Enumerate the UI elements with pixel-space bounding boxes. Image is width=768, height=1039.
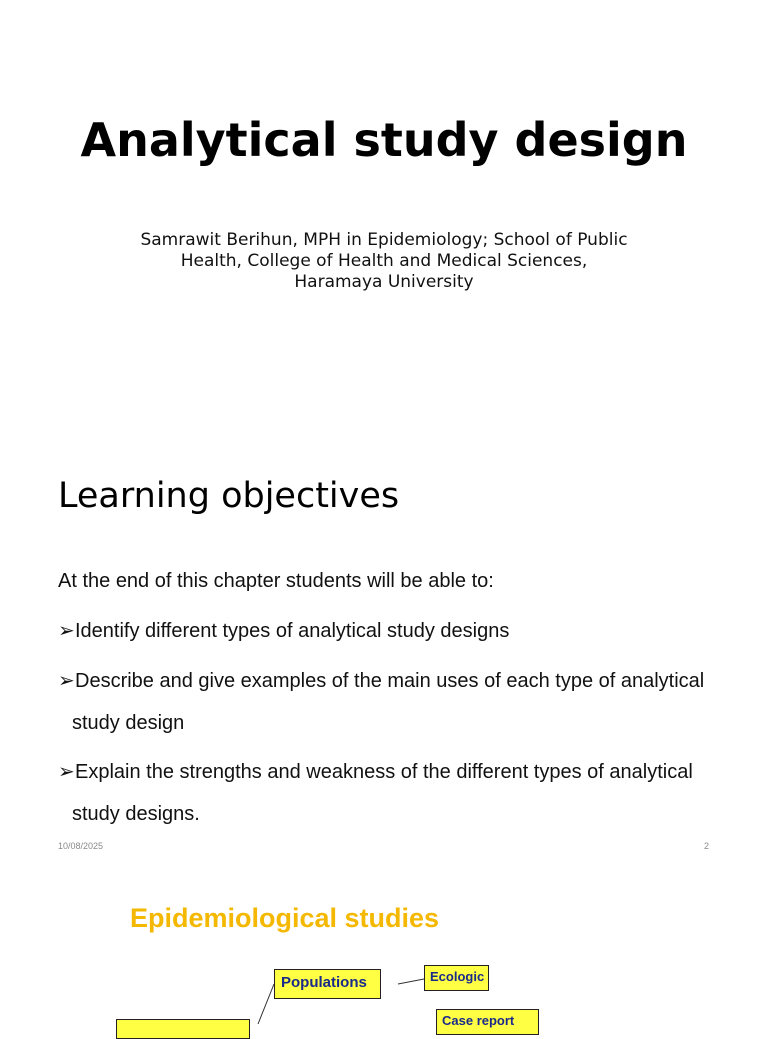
diagram-title: Epidemiological studies [130,903,440,933]
bullet-text: Describe and give examples of the main uses of each type of analytical [75,670,705,692]
connector-line [398,979,424,984]
intro-text: At the end of this chapter students will be able to: [58,570,494,592]
arrow-bullet-icon: ➢ [58,620,75,642]
bullet-text: Explain the strengths and weakness of the different types of analytical [75,761,693,783]
arrow-bullet-icon: ➢ [58,761,75,783]
subtitle-line: Haramaya University [294,272,474,292]
page-number: 2 [704,841,710,851]
populations-box: Populations [274,969,381,999]
bullet-text-continued: study designs. [72,803,200,825]
bullet-text-continued: study design [72,712,185,734]
ecologic-box: Ecologic [424,965,489,991]
subtitle-line: Samrawit Berihun, MPH in Epidemiology; School of Public [140,230,628,250]
connector-line [258,984,274,1024]
slide-title: Analytical study design [80,113,688,167]
section-heading: Learning objectives [58,476,400,516]
bullet-text: Identify different types of analytical study designs [75,620,510,642]
footer-date: 10/08/2025 [58,841,104,851]
subtitle-line: Health, College of Health and Medical Sciences, [180,251,588,271]
case-report-box: Case report [436,1009,539,1035]
individuals-box [116,1019,250,1039]
arrow-bullet-icon: ➢ [58,670,75,692]
